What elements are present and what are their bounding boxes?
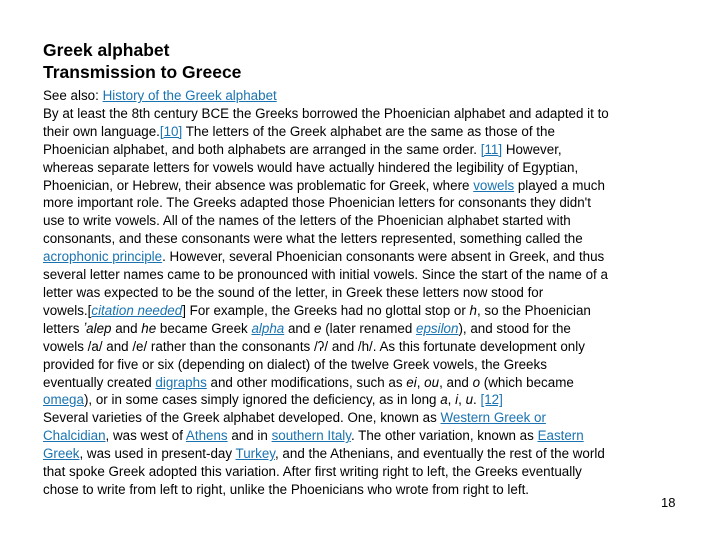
inline-link[interactable]: omega	[43, 392, 84, 408]
article-text	[43, 105, 683, 499]
text-line	[43, 284, 683, 302]
text-line	[43, 212, 683, 230]
text-line	[43, 356, 683, 374]
text-run: provided for five or six (depending on dialect) of the twelve Greek vowels, the Greeks	[43, 356, 547, 372]
text-line	[43, 123, 683, 141]
text-run: their own language.	[43, 123, 160, 139]
text-line	[43, 481, 683, 499]
heading	[43, 39, 683, 83]
text-run: Phoenician alphabet, and both alphabets are arranged in the same order.	[43, 141, 481, 157]
inline-link[interactable]: southern Italy	[271, 428, 351, 444]
text-run: u	[465, 392, 474, 408]
text-run: By at least the 8th century BCE the Greeks borrowed the Phoenician alphabet and adapted it to	[43, 105, 609, 121]
see-also-label: See also:	[43, 88, 103, 103]
inline-link[interactable]: Western Greek or	[440, 410, 546, 426]
text-run: whereas separate letters for vowels would have actually hindered the legibility of Egyptian,	[43, 159, 579, 175]
text-line	[43, 248, 683, 266]
text-line	[43, 338, 683, 356]
text-run: h	[469, 302, 477, 318]
text-line	[43, 445, 683, 463]
inline-link[interactable]: Chalcidian	[43, 428, 106, 444]
text-run: , was west of	[105, 428, 186, 444]
inline-link[interactable]: alpha	[251, 320, 285, 336]
text-line	[43, 266, 683, 284]
text-run: use to write vowels. All of the names of the letters of the Phoenician alphabet started with	[43, 213, 571, 229]
text-run: ), and stood for the	[458, 320, 571, 336]
text-run: and	[284, 320, 315, 336]
see-also-link[interactable]: History of the Greek alphabet	[102, 88, 277, 103]
text-run: , and	[439, 374, 473, 390]
text-run: However,	[502, 141, 562, 157]
inline-link[interactable]: vowels	[473, 177, 515, 193]
inline-link[interactable]: [11]	[480, 141, 503, 157]
page-title: Greek alphabet	[43, 40, 170, 60]
text-run: ou	[424, 374, 440, 390]
text-run: several letter names came to be pronounced with initial vowels. Since the start of the name of a	[43, 267, 608, 283]
text-run: chose to write from left to right, unlike the Phoenicians who wrote from right to left.	[43, 481, 530, 497]
text-run: vowels.[	[43, 302, 92, 318]
text-line	[43, 427, 683, 445]
text-line	[43, 409, 683, 427]
page-number: 18	[661, 495, 676, 510]
see-also	[43, 87, 683, 105]
text-line	[43, 141, 683, 159]
text-run: he	[141, 320, 157, 336]
text-run: The letters of the Greek alphabet are the same as those of the	[182, 123, 555, 139]
inline-link[interactable]: [10]	[159, 123, 183, 139]
text-run: became Greek	[156, 320, 252, 336]
text-line	[43, 302, 683, 320]
text-run: and other modifications, such as	[206, 374, 407, 390]
text-run: eventually created	[43, 374, 156, 390]
text-run: and in	[227, 428, 272, 444]
text-run: ), or in some cases simply ignored the deficiency, as in long	[83, 392, 441, 408]
text-line	[43, 374, 683, 392]
text-run: ,	[416, 374, 425, 390]
text-line	[43, 230, 683, 248]
text-line	[43, 159, 683, 177]
text-run: ,	[447, 392, 456, 408]
text-run: ʼalep	[83, 320, 112, 336]
text-run: letter was expected to be the sound of the letter, in Greek these letters now stood for	[43, 284, 544, 300]
text-run: , so the Phoenician	[476, 302, 591, 318]
text-run: i	[455, 392, 459, 408]
text-run: e	[314, 320, 322, 336]
text-run: more important role. The Greeks adapted those Phoenician letters for consonants they didn't	[43, 195, 591, 211]
text-run: , and the Athenians, and eventually the rest of the world	[274, 446, 605, 462]
inline-link[interactable]: digraphs	[155, 374, 207, 390]
inline-link[interactable]: acrophonic principle	[43, 249, 163, 265]
section-title: Transmission to Greece	[43, 62, 242, 82]
text-run: . The other variation, known as	[350, 428, 538, 444]
inline-link[interactable]: Athens	[185, 428, 228, 444]
text-line	[43, 177, 683, 195]
text-run: ] For example, the Greeks had no glottal stop or	[182, 302, 470, 318]
text-run: and	[111, 320, 142, 336]
text-run: ,	[458, 392, 466, 408]
inline-link[interactable]: epsilon	[416, 320, 459, 336]
inline-link[interactable]: Eastern	[537, 428, 584, 444]
text-line	[43, 194, 683, 212]
text-run: consonants, and these consonants were what the letters represented, something called the	[43, 231, 583, 247]
inline-link[interactable]: citation needed	[91, 302, 183, 318]
inline-link[interactable]: [12]	[480, 392, 503, 408]
text-run: , was used in present-day	[79, 446, 236, 462]
article-body	[43, 87, 683, 499]
text-run: o	[472, 374, 481, 390]
text-run: Phoenician, or Hebrew, their absence was problematic for Greek, where	[43, 177, 474, 193]
text-run: vowels /a/ and /e/ rather than the consonants /ʔ/ and /h/. As this fortunate development only	[43, 338, 585, 354]
text-run: (which became	[480, 374, 574, 390]
text-line	[43, 463, 683, 481]
text-run: a	[440, 392, 448, 408]
text-run: .	[473, 392, 481, 408]
text-run: played a much	[514, 177, 605, 193]
text-run: Several varieties of the Greek alphabet developed. One, known as	[43, 410, 441, 426]
inline-link[interactable]: Turkey	[235, 446, 275, 462]
text-run: that spoke Greek adopted this variation. After first writing right to left, the Greeks eventually	[43, 464, 582, 480]
text-run: (later renamed	[321, 320, 416, 336]
text-run: . However, several Phoenician consonants were absent in Greek, and thus	[162, 249, 605, 265]
text-line	[43, 320, 683, 338]
text-run: letters	[43, 320, 84, 336]
text-run: ei	[406, 374, 417, 390]
inline-link[interactable]: Greek	[43, 446, 80, 462]
text-line	[43, 391, 683, 409]
text-line	[43, 105, 683, 123]
